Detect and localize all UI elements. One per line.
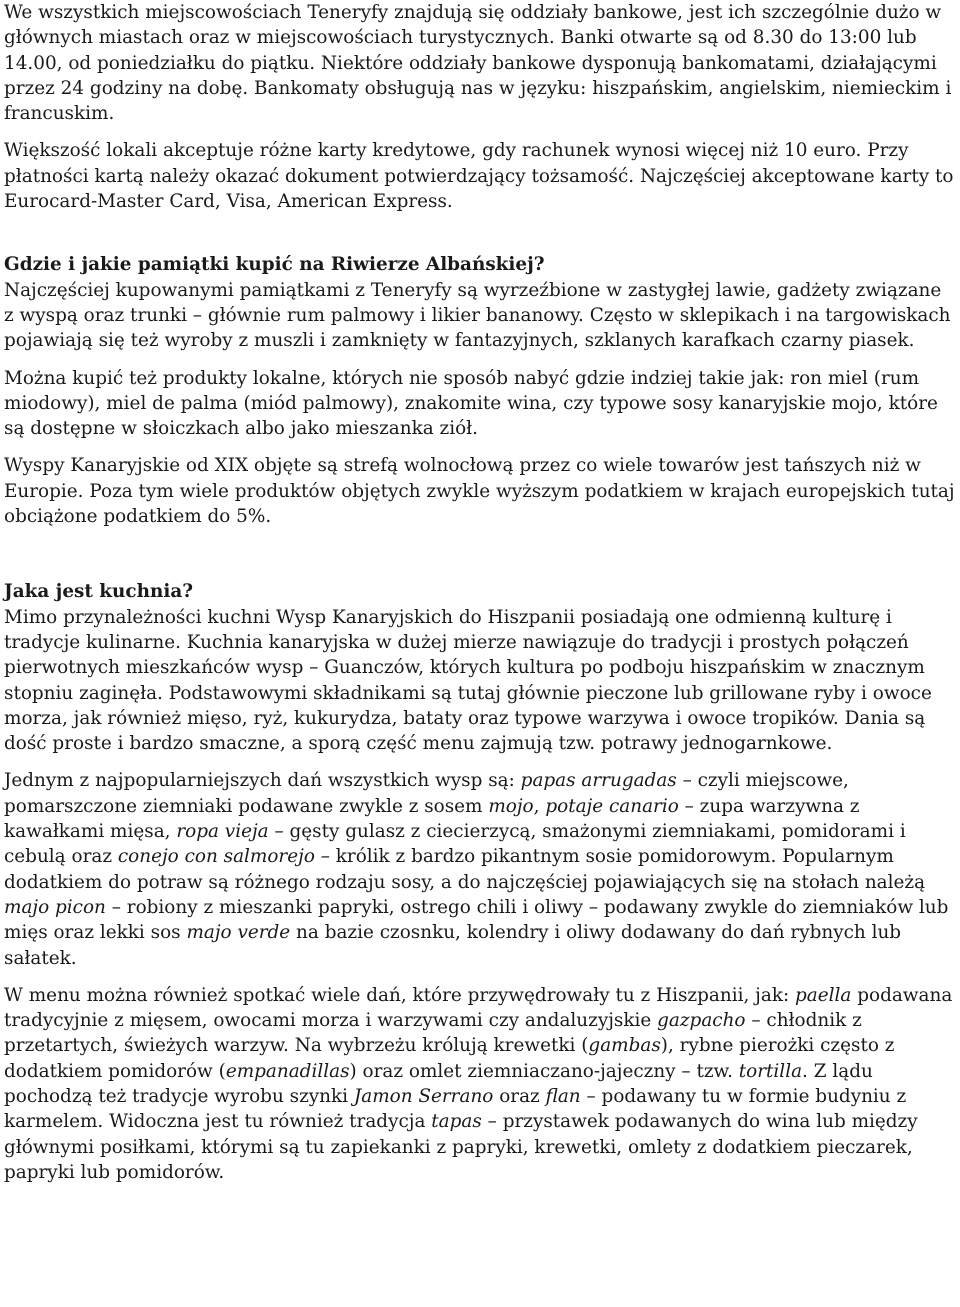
document-page: [4, 0, 956, 1185]
text-run: – przystawek podawanych do wina lub między głównymi posiłkami, którymi są tu zapiekanki z papryki, krewetki, omlety z dodatkiem pieczarek, papryki lub pomidorów.: [4, 1111, 918, 1183]
dish-name: empanadillas: [225, 1060, 350, 1082]
dish-name: ropa vieja: [176, 821, 269, 843]
banks-paragraph-2: Większość lokali akceptuje różne karty kredytowe, gdy rachunek wynosi więcej niż 10 euro. Przy płatności kartą należy okazać dokument potwierdzający tożsamość. Najczęściej akceptowane karty to Eurocard-Master Card, Visa, American Express.: [4, 140, 954, 213]
dish-name: tapas: [431, 1111, 482, 1133]
dish-name: paella: [795, 984, 852, 1006]
text-run: ) oraz omlet ziemniaczano-jajeczny – tzw.: [349, 1060, 739, 1082]
dish-name: majo verde: [186, 922, 291, 944]
text-run: podawana tradycyjnie z mięsem, owocami morza i warzywami czy andaluzyjskie: [4, 984, 953, 1032]
dish-name: gazpacho: [657, 1010, 746, 1032]
text-run: ,: [533, 795, 546, 817]
text-run: – królik z bardzo pikantnym sosie pomidorowym. Popularnym dodatkiem do potraw są różnego rodzaju sosy, a do najczęściej pojawiających się na stołach należą: [4, 846, 926, 893]
dish-name: flan: [545, 1085, 581, 1107]
text-run: W menu można również spotkać wiele dań, które przywędrowały tu z Hiszpanii, jak:: [4, 984, 796, 1006]
text-run: – gęsty gulasz z ciecierzycą, smażonymi ziemniakami, pomidorami i cebulą oraz: [4, 821, 906, 868]
souvenirs-paragraph-1: Najczęściej kupowanymi pamiątkami z Teneryfy są wyrzeźbione w zastygłej lawie, gadżety związane z wyspą oraz trunki – głównie rum palmowy i likier bananowy. Często w sklepikach i na targowiskach pojawiają się też wyroby z muszli i zamknięty w fantazyjnych, szklanych karafkach czarny piasek.: [4, 279, 951, 352]
dish-name: tortilla: [738, 1060, 803, 1082]
banks-paragraph-1: We wszystkich miejscowościach Teneryfy znajdują się oddziały bankowe, jest ich szczególnie dużo w głównych miastach oraz w miejscowościach turystycznych. Banki otwarte są od 8.30 do 13:00 lub 14.00, od poniedziałku do piątku. Niektóre oddziały bankowe dysponują bankomatami, działającymi przez 24 godziny na dobę. Bankomaty obsługują nas w języku: hiszpańskim, angielskim, niemieckim i francuskim.: [4, 2, 952, 125]
souvenirs-paragraph-2: Można kupić też produkty lokalne, których nie sposób nabyć gdzie indziej takie jak: ron miel (rum miodowy), miel de palma (miód palmowy), znakomite wina, czy typowe sosy kanaryjskie mojo, które są dostępne w słoiczkach albo jako mieszanka ziół.: [4, 367, 938, 440]
banks-section: [4, 0, 956, 214]
text-run: – robiony z mieszanki papryki, ostrego chili i oliwy – podawany zwykle do ziemniaków lub mięs oraz lekki sos: [4, 896, 949, 944]
cuisine-section: [4, 579, 956, 1185]
souvenirs-section: [4, 252, 956, 529]
cuisine-paragraph-3: [4, 983, 956, 1185]
text-run: . Z lądu pochodzą też tradycje wyrobu szynki: [4, 1060, 873, 1107]
dish-name: conejo con salmorejo: [117, 846, 315, 868]
dish-name: majo picon: [4, 896, 106, 918]
dish-name: Jamon Serrano: [353, 1085, 494, 1107]
souvenirs-heading: Gdzie i jakie pamiątki kupić na Riwierze Albańskiej?: [4, 254, 545, 276]
dish-name: papas arrugadas: [520, 770, 677, 792]
text-run: oraz: [493, 1085, 546, 1107]
text-run: na bazie czosnku, kolendry i oliwy dodawany do dań rybnych lub sałatek.: [4, 922, 902, 969]
text-run: – zupa warzywna z kawałkami mięsa,: [4, 795, 860, 843]
text-run: Jednym z najpopularniejszych dań wszystkich wysp są:: [4, 770, 521, 792]
text-run: – chłodnik z przetartych, świeżych warzyw. Na wybrzeżu królują krewetki (: [4, 1010, 862, 1057]
text-run: – podawany tu w formie budyniu z karmelem. Widoczna jest tu również tradycja: [4, 1085, 907, 1133]
dish-name: gambas: [588, 1035, 661, 1057]
text-run: – czyli miejscowe, pomarszczone ziemniaki podawane zwykle z sosem: [4, 770, 849, 817]
dish-name: mojo: [488, 795, 534, 817]
souvenirs-paragraph-3: Wyspy Kanaryjskie od XIX objęte są strefą wolnocłową przez co wiele towarów jest tańszych niż w Europie. Poza tym wiele produktów objętych zwykle wyższym podatkiem w krajach europejskich tutaj obciążone podatkiem do 5%.: [4, 455, 955, 528]
cuisine-paragraph-2: [4, 768, 956, 970]
text-run: ), rybne pierożki często z dodatkiem pomidorów (: [4, 1035, 895, 1082]
dish-name: potaje canario: [545, 795, 679, 817]
cuisine-paragraph-1: Mimo przynależności kuchni Wysp Kanaryjskich do Hiszpanii posiadają one odmienną kulturę i tradycje kulinarne. Kuchnia kanaryjska w dużej mierze nawiązuje do tradycji i prostych połączeń pierwotnych mieszkańców wysp – Guanczów, których kultura po podboju hiszpańskim w znacznym stopniu zaginęła. Podstawowymi składnikami są tutaj głównie pieczone lub grillowane ryby i owoce morza, jak również mięso, ryż, kukurydza, bataty oraz typowe warzywa i owoce tropików. Dania są dość proste i bardzo smaczne, a sporą część menu zajmują tzw. potrawy jednogarnkowe.: [4, 606, 932, 755]
cuisine-heading: Jaka jest kuchnia?: [4, 581, 194, 603]
